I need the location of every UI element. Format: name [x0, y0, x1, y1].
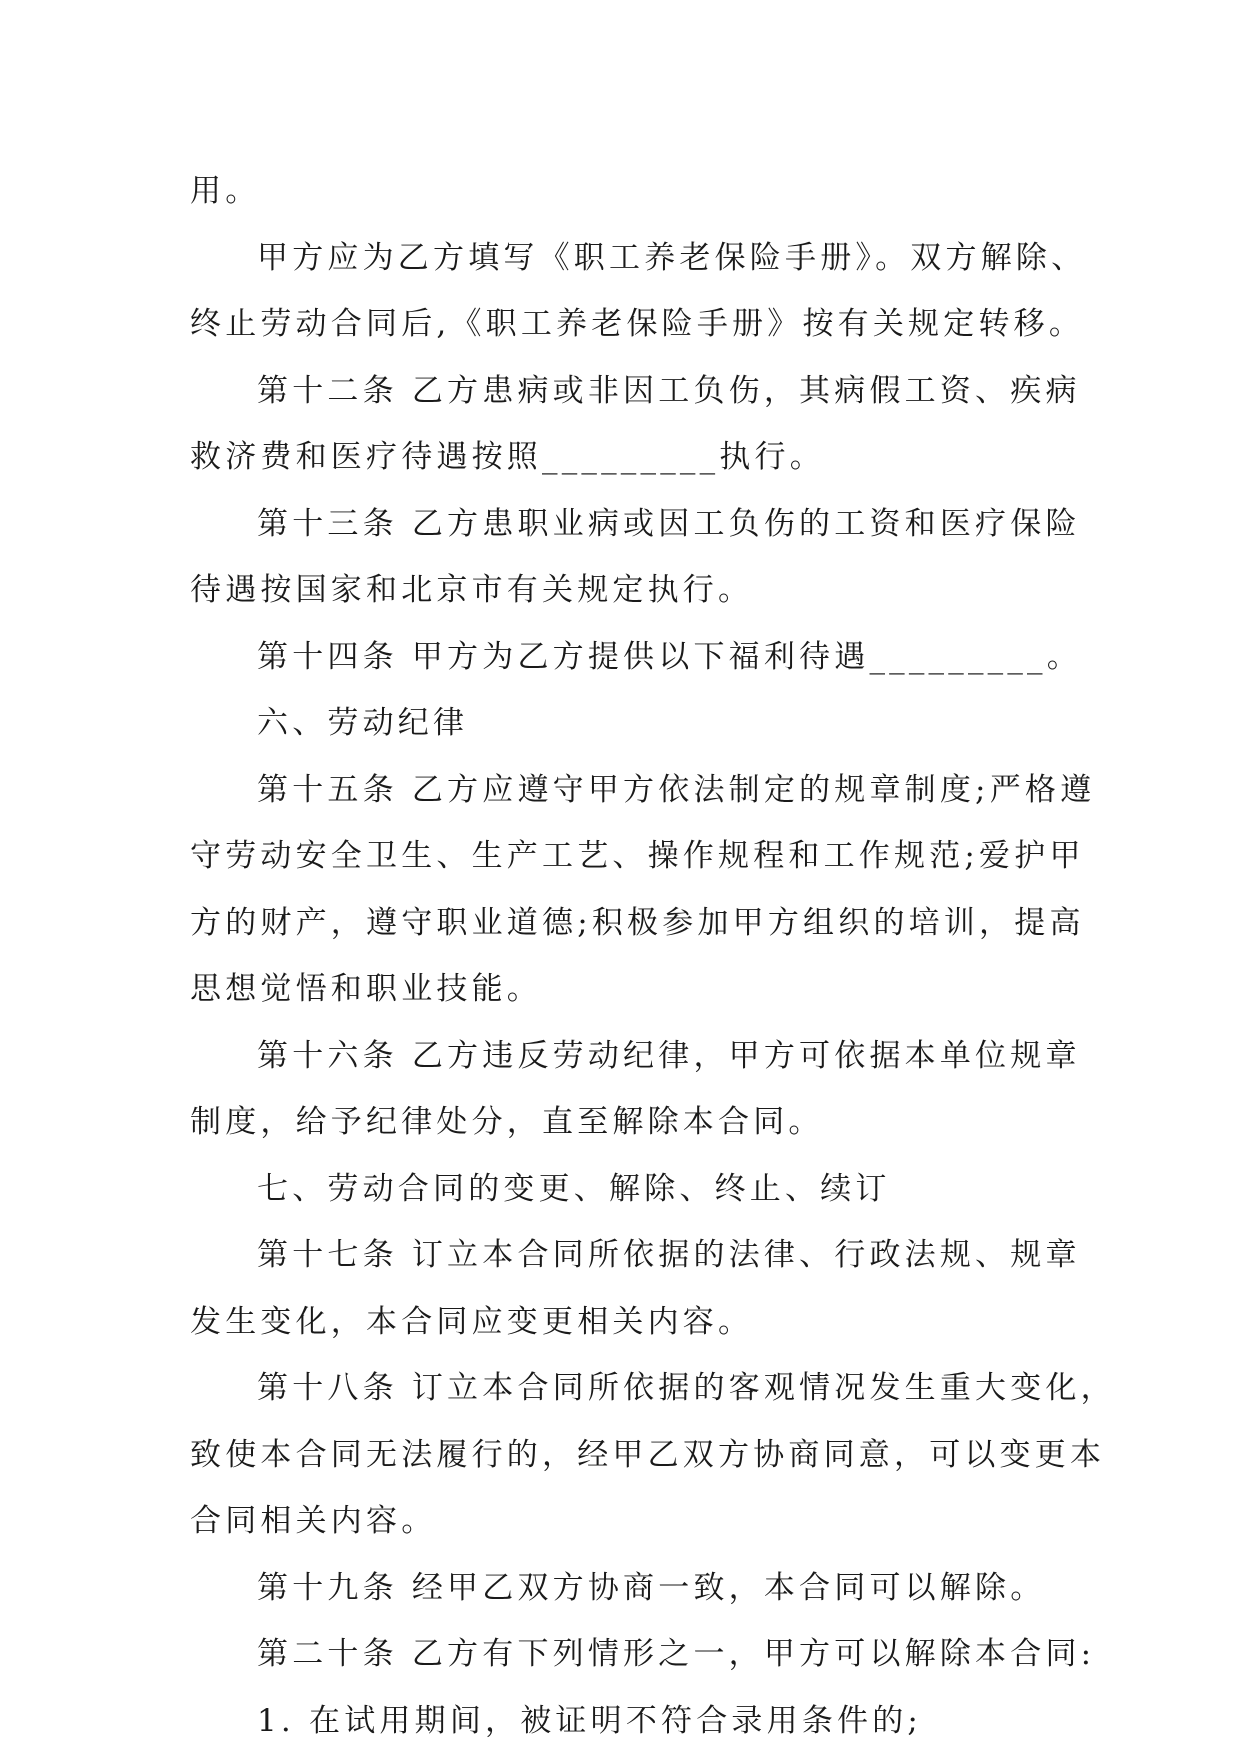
- text-line: 制度，给予纪律处分，直至解除本合同。: [190, 1104, 824, 1140]
- text-line: 待遇按国家和北京市有关规定执行。: [190, 572, 754, 608]
- text-line: 发生变化，本合同应变更相关内容。: [190, 1303, 754, 1340]
- text-line: 终止劳动合同后,《职工养老保险手册》按有关规定转移。: [190, 306, 1085, 342]
- text-line: 方的财产，遵守职业道德;积极参加甲方组织的培训，提高: [190, 904, 1085, 941]
- contract-body-text: [190, 158, 1116, 1754]
- article-17-line: 第十七条 订立本合同所依据的法律、行政法规、规章: [257, 1237, 1081, 1273]
- section-heading-contract-changes: 七、劳动合同的变更、解除、终止、续订: [257, 1170, 891, 1207]
- text-line: 思想觉悟和职业技能。: [190, 971, 542, 1007]
- article-20-line: 第二十条 乙方有下列情形之一，甲方可以解除本合同:: [257, 1636, 1096, 1672]
- article-13-line: 第十三条 乙方患职业病或因工负伤的工资和医疗保险: [257, 505, 1081, 542]
- text-line: 甲方应为乙方填写《职工养老保险手册》。双方解除、: [257, 239, 1087, 276]
- article-14-line: 第十四条 甲方为乙方提供以下福利待遇_________。: [257, 638, 1082, 675]
- text-line: 致使本合同无法履行的，经甲乙双方协商同意，可以变更本: [190, 1436, 1106, 1473]
- article-19-line: 第十九条 经甲乙双方协商一致，本合同可以解除。: [257, 1569, 1046, 1606]
- article-15-line: 第十五条 乙方应遵守甲方依法制定的规章制度;严格遵: [257, 771, 1096, 808]
- article-16-line: 第十六条 乙方违反劳动纪律，甲方可依据本单位规章: [257, 1037, 1081, 1074]
- article-18-line: 第十八条 订立本合同所依据的客观情况发生重大变化，: [257, 1370, 1116, 1406]
- text-line: 守劳动安全卫生、生产工艺、操作规程和工作规范;爱护甲: [190, 838, 1085, 874]
- text-line: 用。: [190, 173, 261, 209]
- text-line: 救济费和医疗待遇按照_________执行。: [190, 439, 825, 475]
- section-heading-labor-discipline: 六、劳动纪律: [257, 705, 469, 741]
- article-12-line: 第十二条 乙方患病或非因工负伤，其病假工资、疾病: [257, 372, 1081, 409]
- list-item-1: 1. 在试用期间，被证明不符合录用条件的;: [257, 1702, 923, 1739]
- text-line: 合同相关内容。: [190, 1503, 437, 1539]
